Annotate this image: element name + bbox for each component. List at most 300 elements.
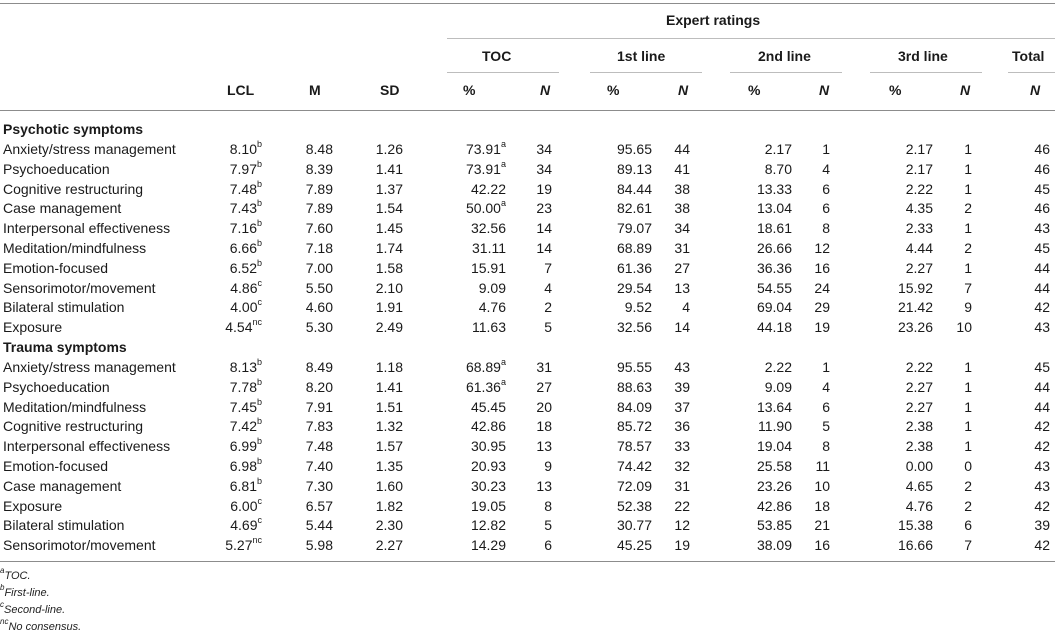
cell-value: 6.00 — [230, 498, 258, 514]
cell-value: 38 — [674, 181, 690, 197]
cell-value: 45.25 — [616, 537, 652, 553]
cell-l3 — [870, 515, 933, 535]
cell-value: 9 — [544, 458, 552, 474]
cell-l2-n — [800, 258, 830, 278]
cell-value: 2.27 — [375, 537, 403, 553]
cell-l2 — [730, 436, 792, 456]
cell-total — [1010, 278, 1050, 298]
cell-l1 — [590, 357, 652, 377]
cell-value: 22 — [674, 498, 690, 514]
cell-value: 61.36 — [465, 379, 501, 395]
cell-l3-n — [940, 198, 972, 218]
cell-value: 2.33 — [905, 220, 933, 236]
cell-value: 6.66 — [229, 240, 257, 256]
cell-superscript: b — [256, 179, 262, 190]
cell-value: 9.52 — [624, 299, 652, 315]
cell-l1 — [590, 436, 652, 456]
cell-lcl — [210, 238, 262, 258]
cell-superscript: b — [256, 476, 262, 487]
cell-l2-n — [800, 159, 830, 179]
cell-l2-n — [800, 377, 830, 397]
cell-toc — [440, 476, 506, 496]
footnote-text: No consensus. — [8, 621, 82, 633]
cell-l1 — [590, 416, 652, 436]
cell-value: 9.09 — [478, 280, 506, 296]
cell-toc-n — [520, 159, 552, 179]
cell-value: 1 — [964, 438, 972, 454]
cell-value: 78.57 — [616, 438, 652, 454]
cell-sd — [360, 515, 403, 535]
cell-value: 1 — [964, 399, 972, 415]
cell-superscript: a — [500, 139, 506, 150]
cell-superscript: a — [500, 159, 506, 170]
cell-value: 42 — [1034, 498, 1050, 514]
cell-toc-n — [520, 179, 552, 199]
row-label: Sensorimotor/movement — [3, 280, 156, 296]
cell-value: 12 — [814, 240, 830, 256]
cell-value: 4.44 — [905, 240, 933, 256]
cell-value: 85.72 — [616, 418, 652, 434]
cell-value: 44 — [674, 141, 690, 157]
cell-m — [290, 476, 333, 496]
cell-value: 42.86 — [470, 418, 506, 434]
cell-l3-n — [940, 515, 972, 535]
cell-toc — [440, 297, 506, 317]
cell-value: 34 — [536, 141, 552, 157]
cell-value: 34 — [536, 161, 552, 177]
cell-m — [290, 258, 333, 278]
cell-value: 24 — [814, 280, 830, 296]
cell-lcl — [210, 535, 262, 555]
cell-value: 30.95 — [470, 438, 506, 454]
group-rule-total — [1008, 72, 1055, 73]
cell-l3-n — [940, 317, 972, 337]
cell-value: 7.97 — [229, 161, 257, 177]
cell-l1 — [590, 377, 652, 397]
cell-l3 — [870, 476, 933, 496]
cell-total — [1010, 198, 1050, 218]
cell-l3 — [870, 139, 933, 159]
cell-total — [1010, 476, 1050, 496]
cell-l3 — [870, 535, 933, 555]
cell-toc-n — [520, 476, 552, 496]
cell-value: 1.18 — [375, 359, 403, 375]
cell-l3 — [870, 377, 933, 397]
footnote — [0, 583, 50, 600]
cell-value: 9.09 — [764, 379, 792, 395]
cell-value: 10 — [956, 319, 972, 335]
cell-m — [290, 297, 333, 317]
cell-sd — [360, 297, 403, 317]
cell-l1 — [590, 476, 652, 496]
cell-l3 — [870, 238, 933, 258]
cell-value: 25.58 — [756, 458, 792, 474]
cell-value: 4 — [822, 161, 830, 177]
cell-l2-n — [800, 179, 830, 199]
cell-value: 18 — [814, 498, 830, 514]
cell-value: 4.35 — [905, 200, 933, 216]
cell-superscript: b — [256, 456, 262, 467]
cell-l3-n — [940, 476, 972, 496]
cell-l2 — [730, 317, 792, 337]
cell-value: 4.69 — [230, 517, 258, 533]
cell-value: 88.63 — [616, 379, 652, 395]
col-l1-n: N — [678, 82, 689, 98]
cell-value: 68.89 — [465, 359, 501, 375]
col-lcl: LCL — [227, 82, 255, 98]
footnote-marker: nc — [0, 617, 9, 627]
cell-l2 — [730, 238, 792, 258]
cell-l2-n — [800, 436, 830, 456]
cell-value: 15.91 — [470, 260, 506, 276]
cell-value: 2.27 — [905, 379, 933, 395]
cell-value: 89.13 — [616, 161, 652, 177]
cell-l2 — [730, 297, 792, 317]
col-l3-n: N — [960, 82, 971, 98]
cell-superscript: c — [257, 496, 262, 507]
cell-value: 82.61 — [616, 200, 652, 216]
cell-value: 45 — [1034, 359, 1050, 375]
row-label: Case management — [3, 478, 122, 494]
cell-superscript: b — [256, 416, 262, 427]
cell-value: 95.65 — [616, 141, 652, 157]
cell-sd — [360, 357, 403, 377]
cell-l2-n — [800, 297, 830, 317]
cell-value: 44 — [1034, 379, 1050, 395]
cell-value: 44 — [1034, 280, 1050, 296]
cell-sd — [360, 476, 403, 496]
cell-total — [1010, 238, 1050, 258]
cell-value: 84.44 — [616, 181, 652, 197]
cell-l3-n — [940, 496, 972, 516]
cell-value: 2 — [964, 240, 972, 256]
cell-l3-n — [940, 297, 972, 317]
row-label: Emotion-focused — [3, 260, 109, 276]
cell-l3-n — [940, 456, 972, 476]
cell-value: 46 — [1034, 161, 1050, 177]
cell-l3-n — [940, 159, 972, 179]
cell-toc — [440, 159, 506, 179]
row-label: Exposure — [3, 498, 63, 514]
cell-value: 52.38 — [616, 498, 652, 514]
cell-value: 1.41 — [375, 379, 403, 395]
cell-value: 43 — [674, 359, 690, 375]
cell-m — [290, 456, 333, 476]
cell-lcl — [210, 436, 262, 456]
cell-l1-n — [660, 278, 690, 298]
cell-value: 15.38 — [897, 517, 933, 533]
cell-sd — [360, 397, 403, 417]
cell-total — [1010, 377, 1050, 397]
cell-superscript: b — [256, 397, 262, 408]
cell-l1-n — [660, 397, 690, 417]
cell-value: 19 — [536, 181, 552, 197]
cell-lcl — [210, 456, 262, 476]
cell-m — [290, 535, 333, 555]
col-m: M — [309, 82, 321, 98]
cell-lcl — [210, 297, 262, 317]
cell-m — [290, 198, 333, 218]
cell-superscript: c — [257, 297, 262, 308]
cell-value: 29.54 — [616, 280, 652, 296]
cell-value: 31.11 — [472, 240, 506, 256]
cell-toc — [440, 456, 506, 476]
cell-l1-n — [660, 179, 690, 199]
cell-value: 7.45 — [229, 399, 257, 415]
cell-value: 6 — [822, 200, 830, 216]
cell-value: 50.00 — [465, 200, 501, 216]
footnote-marker: a — [0, 566, 5, 576]
row-label: Case management — [3, 200, 122, 216]
cell-value: 84.09 — [616, 399, 652, 415]
cell-l3-n — [940, 278, 972, 298]
cell-value: 1.60 — [375, 478, 403, 494]
cell-l2-n — [800, 535, 830, 555]
cell-value: 1.35 — [375, 458, 403, 474]
cell-sd — [360, 456, 403, 476]
cell-m — [290, 159, 333, 179]
cell-value: 73.91 — [465, 141, 501, 157]
row-label: Cognitive restructuring — [3, 181, 144, 197]
cell-value: 1.57 — [375, 438, 403, 454]
cell-l1-n — [660, 258, 690, 278]
cell-l1-n — [660, 198, 690, 218]
cell-value: 7.30 — [305, 478, 333, 494]
cell-value: 1.26 — [375, 141, 403, 157]
cell-value: 38 — [674, 200, 690, 216]
cell-toc-n — [520, 218, 552, 238]
row-label: Bilateral stimulation — [3, 517, 125, 533]
cell-toc — [440, 496, 506, 516]
cell-value: 2.38 — [905, 418, 933, 434]
cell-value: 8.13 — [229, 359, 257, 375]
cell-m — [290, 179, 333, 199]
cell-value: 46 — [1034, 200, 1050, 216]
cell-value: 7 — [964, 280, 972, 296]
cell-value: 8.48 — [305, 141, 333, 157]
row-label: Meditation/mindfulness — [3, 399, 147, 415]
cell-total — [1010, 535, 1050, 555]
cell-m — [290, 278, 333, 298]
cell-value: 4 — [682, 299, 690, 315]
cell-value: 1.51 — [375, 399, 403, 415]
row-label: Emotion-focused — [3, 458, 109, 474]
footnote — [0, 566, 31, 583]
cell-l3-n — [940, 139, 972, 159]
cell-value: 18.61 — [756, 220, 792, 236]
top-rule — [0, 3, 1055, 4]
cell-l1 — [590, 179, 652, 199]
cell-l2-n — [800, 456, 830, 476]
cell-sd — [360, 496, 403, 516]
cell-value: 27 — [674, 260, 690, 276]
row-label: Psychoeducation — [3, 379, 110, 395]
cell-l3-n — [940, 436, 972, 456]
cell-toc — [440, 218, 506, 238]
cell-l1 — [590, 297, 652, 317]
cell-superscript: b — [256, 357, 262, 368]
cell-value: 1.45 — [375, 220, 403, 236]
col-l2-n: N — [819, 82, 830, 98]
col-l2-pct: % — [748, 82, 761, 98]
cell-l3 — [870, 297, 933, 317]
cell-value: 13 — [536, 438, 552, 454]
group-rule-1st — [590, 72, 702, 73]
cell-l3 — [870, 416, 933, 436]
cell-value: 7.89 — [305, 200, 333, 216]
cell-l1 — [590, 397, 652, 417]
cell-value: 44 — [1034, 260, 1050, 276]
cell-value: 7.16 — [229, 220, 257, 236]
cell-l2 — [730, 515, 792, 535]
cell-value: 2.27 — [905, 260, 933, 276]
col-l1-pct: % — [607, 82, 620, 98]
row-label: Cognitive restructuring — [3, 418, 144, 434]
cell-value: 32 — [674, 458, 690, 474]
cell-m — [290, 416, 333, 436]
cell-value: 16 — [814, 260, 830, 276]
cell-l1 — [590, 139, 652, 159]
cell-value: 14 — [536, 240, 552, 256]
cell-l1-n — [660, 377, 690, 397]
cell-sd — [360, 238, 403, 258]
cell-value: 42 — [1034, 299, 1050, 315]
footnote-text: First-line. — [4, 587, 50, 599]
cell-value: 5 — [544, 517, 552, 533]
row-label: Anxiety/stress management — [3, 141, 176, 157]
cell-value: 23.26 — [897, 319, 933, 335]
cell-value: 72.09 — [616, 478, 652, 494]
row-label: Sensorimotor/movement — [3, 537, 156, 553]
cell-lcl — [210, 139, 262, 159]
cell-value: 36.36 — [756, 260, 792, 276]
cell-value: 44 — [1034, 399, 1050, 415]
cell-value: 6 — [964, 517, 972, 533]
cell-l1 — [590, 317, 652, 337]
cell-value: 79.07 — [616, 220, 652, 236]
cell-m — [290, 377, 333, 397]
cell-l1 — [590, 258, 652, 278]
cell-m — [290, 139, 333, 159]
col-l3-pct: % — [889, 82, 902, 98]
cell-value: 12.82 — [470, 517, 506, 533]
group-rule-toc — [447, 72, 559, 73]
cell-value: 37 — [674, 399, 690, 415]
cell-value: 13.64 — [756, 399, 792, 415]
cell-value: 13 — [536, 478, 552, 494]
cell-superscript: a — [500, 377, 506, 388]
cell-value: 5.50 — [305, 280, 333, 296]
cell-m — [290, 496, 333, 516]
cell-value: 14 — [536, 220, 552, 236]
cell-l2 — [730, 397, 792, 417]
cell-toc-n — [520, 496, 552, 516]
cell-value: 2.17 — [905, 141, 933, 157]
cell-toc — [440, 198, 506, 218]
cell-value: 45 — [1034, 181, 1050, 197]
cell-sd — [360, 258, 403, 278]
cell-value: 21 — [814, 517, 830, 533]
cell-l1-n — [660, 436, 690, 456]
cell-toc-n — [520, 317, 552, 337]
cell-superscript: nc — [252, 317, 262, 328]
cell-lcl — [210, 278, 262, 298]
cell-l2-n — [800, 397, 830, 417]
cell-value: 10 — [814, 478, 830, 494]
cell-value: 23 — [536, 200, 552, 216]
cell-value: 11 — [815, 458, 830, 474]
cell-superscript: b — [256, 238, 262, 249]
cell-sd — [360, 535, 403, 555]
cell-total — [1010, 159, 1050, 179]
cell-value: 4 — [822, 379, 830, 395]
cell-value: 6 — [822, 399, 830, 415]
cell-value: 2.30 — [375, 517, 403, 533]
cell-toc — [440, 397, 506, 417]
cell-value: 30.23 — [470, 478, 506, 494]
cell-value: 38.09 — [756, 537, 792, 553]
cell-l1 — [590, 238, 652, 258]
cell-toc — [440, 179, 506, 199]
cell-m — [290, 218, 333, 238]
cell-l2 — [730, 377, 792, 397]
cell-value: 61.36 — [616, 260, 652, 276]
cell-value: 6.52 — [229, 260, 257, 276]
cell-l3-n — [940, 357, 972, 377]
cell-sd — [360, 317, 403, 337]
cell-lcl — [210, 476, 262, 496]
cell-value: 8.39 — [305, 161, 333, 177]
cell-total — [1010, 179, 1050, 199]
expert-ratings-header: Expert ratings — [666, 12, 761, 28]
cell-l3-n — [940, 218, 972, 238]
cell-value: 7.00 — [305, 260, 333, 276]
cell-value: 7.89 — [305, 181, 333, 197]
cell-lcl — [210, 317, 262, 337]
cell-value: 36 — [674, 418, 690, 434]
cell-toc — [440, 535, 506, 555]
cell-l2-n — [800, 357, 830, 377]
cell-value: 6.81 — [229, 478, 257, 494]
cell-value: 43 — [1034, 458, 1050, 474]
cell-l1-n — [660, 515, 690, 535]
cell-l1-n — [660, 159, 690, 179]
cell-lcl — [210, 179, 262, 199]
cell-value: 11.63 — [472, 319, 506, 335]
cell-total — [1010, 496, 1050, 516]
cell-l1-n — [660, 476, 690, 496]
cell-total — [1010, 436, 1050, 456]
cell-l2-n — [800, 476, 830, 496]
cell-l2-n — [800, 218, 830, 238]
cell-value: 4.76 — [905, 498, 933, 514]
cell-l3-n — [940, 397, 972, 417]
footnote-marker: b — [0, 583, 5, 593]
cell-value: 34 — [674, 220, 690, 236]
cell-value: 53.85 — [756, 517, 792, 533]
cell-l2-n — [800, 317, 830, 337]
cell-l3 — [870, 278, 933, 298]
cell-value: 2.17 — [905, 161, 933, 177]
footnote — [0, 617, 82, 634]
cell-value: 13.04 — [756, 200, 792, 216]
cell-l2 — [730, 456, 792, 476]
cell-value: 43 — [1034, 220, 1050, 236]
cell-superscript: b — [256, 159, 262, 170]
cell-value: 1 — [964, 161, 972, 177]
cell-toc — [440, 357, 506, 377]
cell-value: 19.04 — [756, 438, 792, 454]
